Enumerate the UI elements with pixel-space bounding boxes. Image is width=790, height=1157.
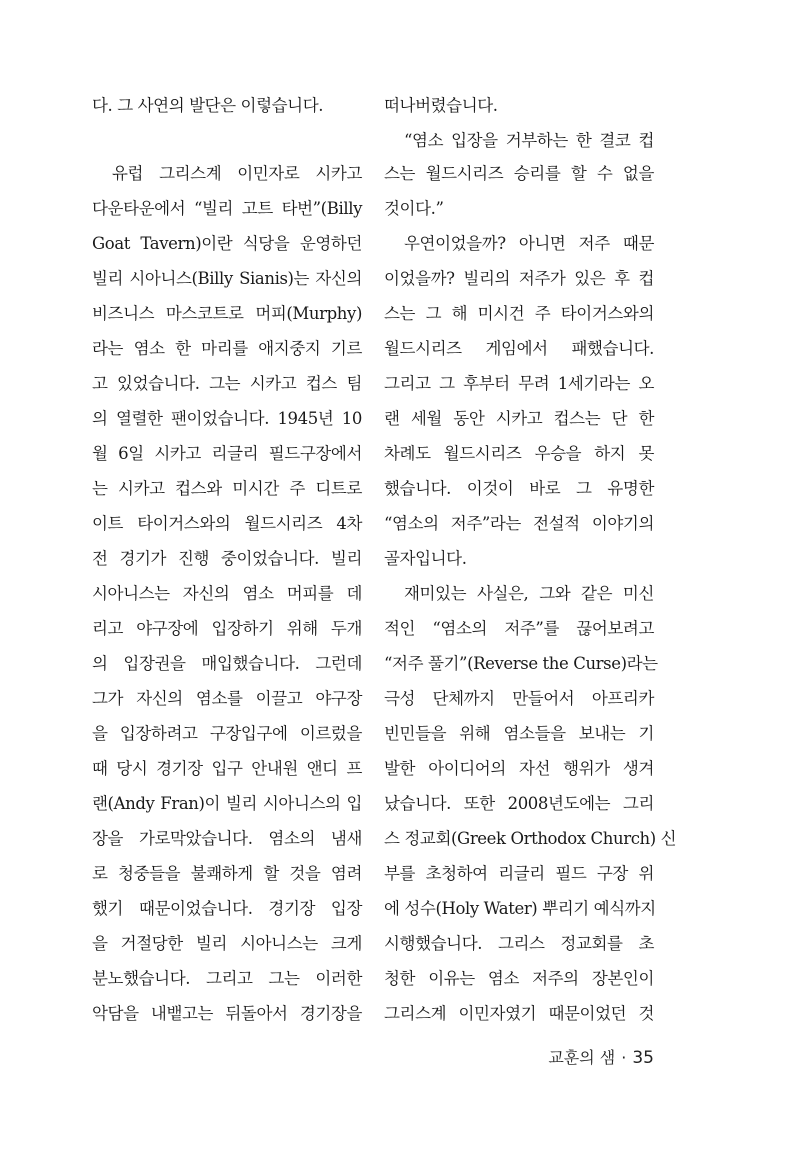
text-line: 부를 초청하여 리글리 필드 구장 위 bbox=[384, 864, 654, 883]
text-line: 는 시카고 컵스와 미시간 주 디트로 bbox=[92, 479, 362, 498]
text-line: 재미있는 사실은, 그와 같은 미신 bbox=[404, 584, 654, 603]
text-line: 고 있었습니다. 그는 시카고 컵스 팀 bbox=[92, 374, 362, 393]
text-line: 적인 “염소의 저주”를 끊어보려고 bbox=[384, 619, 654, 638]
text-line: 했기 때문이었습니다. 경기장 입장 bbox=[92, 899, 362, 918]
text-line: 그리고 그 후부터 무려 1세기라는 오 bbox=[384, 374, 654, 393]
text-line: 분노했습니다. 그리고 그는 이러한 bbox=[92, 969, 362, 988]
text-line: 차례도 월드시리즈 우승을 하지 못 bbox=[384, 444, 654, 463]
text-line: 때 당시 경기장 입구 안내원 앤디 프 bbox=[92, 759, 362, 778]
text-line: 발한 아이디어의 자선 행위가 생겨 bbox=[384, 759, 654, 778]
text-line: 빌리 시아니스(Billy Sianis)는 자신의 bbox=[92, 269, 362, 288]
text-line: 스 정교회(Greek Orthodox Church) 신 bbox=[384, 829, 677, 848]
text-line: 다운타운에서 “빌리 고트 타번”(Billy bbox=[92, 199, 362, 218]
text-line: 시행했습니다. 그리스 정교회를 초 bbox=[384, 934, 654, 953]
text-line: 그가 자신의 염소를 이끌고 야구장 bbox=[92, 689, 362, 708]
text-line: 났습니다. 또한 2008년도에는 그리 bbox=[384, 794, 654, 813]
text-line: 을 입장하려고 구장입구에 이르렀을 bbox=[92, 724, 362, 743]
text-line: 골자입니다. bbox=[384, 549, 467, 568]
text-line: “염소 입장을 거부하는 한 결코 컵 bbox=[404, 131, 654, 150]
text-line: 떠나버렸습니다. bbox=[384, 96, 498, 115]
text-line: 우연이었을까? 아니면 저주 때문 bbox=[404, 234, 654, 253]
text-line: 다. 그 사연의 발단은 이렇습니다. bbox=[92, 96, 324, 115]
text-line: 스는 월드시리즈 승리를 할 수 없을 bbox=[384, 164, 654, 183]
text-line: 리고 야구장에 입장하기 위해 두개 bbox=[92, 619, 362, 638]
text-line: 악담을 내뱉고는 뒤돌아서 경기장을 bbox=[92, 1004, 362, 1023]
section-title: 교훈의 샘 bbox=[548, 1048, 616, 1067]
text-line: “저주 풀기”(Reverse the Curse)라는 bbox=[384, 654, 658, 673]
text-line: 것이다.” bbox=[384, 199, 444, 218]
text-line: 의 열렬한 팬이었습니다. 1945년 10 bbox=[92, 409, 362, 428]
text-line: 청한 이유는 염소 저주의 장본인이 bbox=[384, 969, 654, 988]
text-line: 유럽 그리스계 이민자로 시카고 bbox=[112, 164, 362, 183]
text-line: 을 거절당한 빌리 시아니스는 크게 bbox=[92, 934, 362, 953]
text-line: 의 입장권을 매입했습니다. 그런데 bbox=[92, 654, 362, 673]
text-line: 극성 단체까지 만들어서 아프리카 bbox=[384, 689, 654, 708]
text-line: 스는 그 해 미시건 주 타이거스와의 bbox=[384, 304, 654, 323]
text-line: 월드시리즈 게임에서 패했습니다. bbox=[384, 339, 654, 358]
text-line: 그리스계 이민자였기 때문이었던 것 bbox=[384, 1004, 654, 1023]
text-line: 장을 가로막았습니다. 염소의 냄새 bbox=[92, 829, 362, 848]
text-line: 월 6일 시카고 리글리 필드구장에서 bbox=[92, 444, 362, 463]
text-line: 이었을까? 빌리의 저주가 있은 후 컵 bbox=[384, 269, 654, 288]
page-number: 35 bbox=[632, 1048, 654, 1068]
text-line: 비즈니스 마스코트로 머피(Murphy) bbox=[92, 304, 362, 323]
text-line: 했습니다. 이것이 바로 그 유명한 bbox=[384, 479, 654, 498]
text-line: 빈민들을 위해 염소들을 보내는 기 bbox=[384, 724, 654, 743]
page-footer bbox=[548, 1047, 654, 1069]
text-line: 라는 염소 한 마리를 애지중지 기르 bbox=[92, 339, 362, 358]
text-line: 에 성수(Holy Water) 뿌리기 예식까지 bbox=[384, 899, 656, 918]
text-line: 시아니스는 자신의 염소 머피를 데 bbox=[92, 584, 362, 603]
text-line: 이트 타이거스와의 월드시리즈 4차 bbox=[92, 514, 362, 533]
text-line: Goat Tavern)이란 식당을 운영하던 bbox=[92, 234, 362, 253]
footer-separator: · bbox=[621, 1048, 627, 1067]
text-line: “염소의 저주”라는 전설적 이야기의 bbox=[384, 514, 654, 533]
text-line: 랜 세월 동안 시카고 컵스는 단 한 bbox=[384, 409, 654, 428]
text-line: 전 경기가 진행 중이었습니다. 빌리 bbox=[92, 549, 362, 568]
text-line: 로 청중들을 불쾌하게 할 것을 염려 bbox=[92, 864, 362, 883]
text-line: 랜(Andy Fran)이 빌리 시아니스의 입 bbox=[92, 794, 362, 813]
